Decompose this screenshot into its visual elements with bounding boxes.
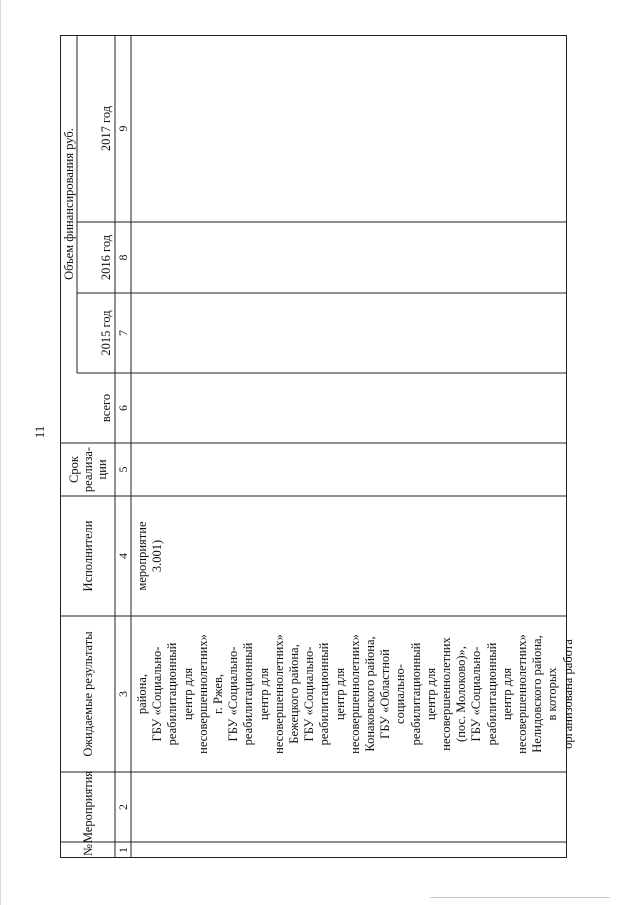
colnum-7: 7 xyxy=(116,330,130,336)
rotated-table xyxy=(60,35,575,858)
header-2016: 2016 год xyxy=(99,234,113,281)
row-2016 xyxy=(131,222,567,293)
header-num: № xyxy=(80,844,95,856)
colnum-1: 1 xyxy=(116,847,130,853)
colnum-2: 2 xyxy=(116,804,130,810)
row-measure xyxy=(131,772,567,842)
row-2017 xyxy=(131,35,567,222)
scan-edge xyxy=(0,0,1,905)
row-total xyxy=(131,373,567,443)
colnum-5: 5 xyxy=(116,466,130,473)
colnum-3: 3 xyxy=(116,691,130,697)
colnum-9: 9 xyxy=(116,125,130,132)
header-financing: Объем финансирования руб. xyxy=(61,128,76,280)
row-num xyxy=(131,842,567,858)
header-2015: 2015 год xyxy=(99,310,113,356)
header-2017: 2017 год xyxy=(99,105,113,152)
colnum-8: 8 xyxy=(116,254,130,261)
page-number: 11 xyxy=(32,425,47,439)
header-expected-results: Ожидаемые результаты xyxy=(80,631,95,757)
table-region xyxy=(60,35,575,858)
colnum-4: 4 xyxy=(116,553,130,559)
header-executors: Исполнители xyxy=(80,520,95,592)
row-term xyxy=(131,443,567,496)
row-2015 xyxy=(131,293,567,373)
header-measures: Мероприятия xyxy=(80,770,95,844)
header-term: Срок реализа-ции xyxy=(66,446,109,493)
header-total: всего xyxy=(99,393,113,423)
row-executors: мероприятие 3.001) xyxy=(135,521,165,591)
colnum-6: 6 xyxy=(116,405,130,411)
scan-mark xyxy=(430,897,610,898)
row-expected-results: района, ГБУ «Социально- реабилитационный центр для несовершеннолетних» г. Ржев, ГБУ «Социально- реабилитационный центр для несовершеннолетних» Бежецкого района, ГБУ «Социально- реабилитационный центр для несовершеннолетних» Конаковского района, ГБУ «Областной социально- реабилитационный центр для несовершеннолетних (пос. Молоково)», ГБУ «Социально- реабилитационный центр для несовершеннолетних» Нелидовского района, в которых организована работа xyxy=(135,634,575,754)
